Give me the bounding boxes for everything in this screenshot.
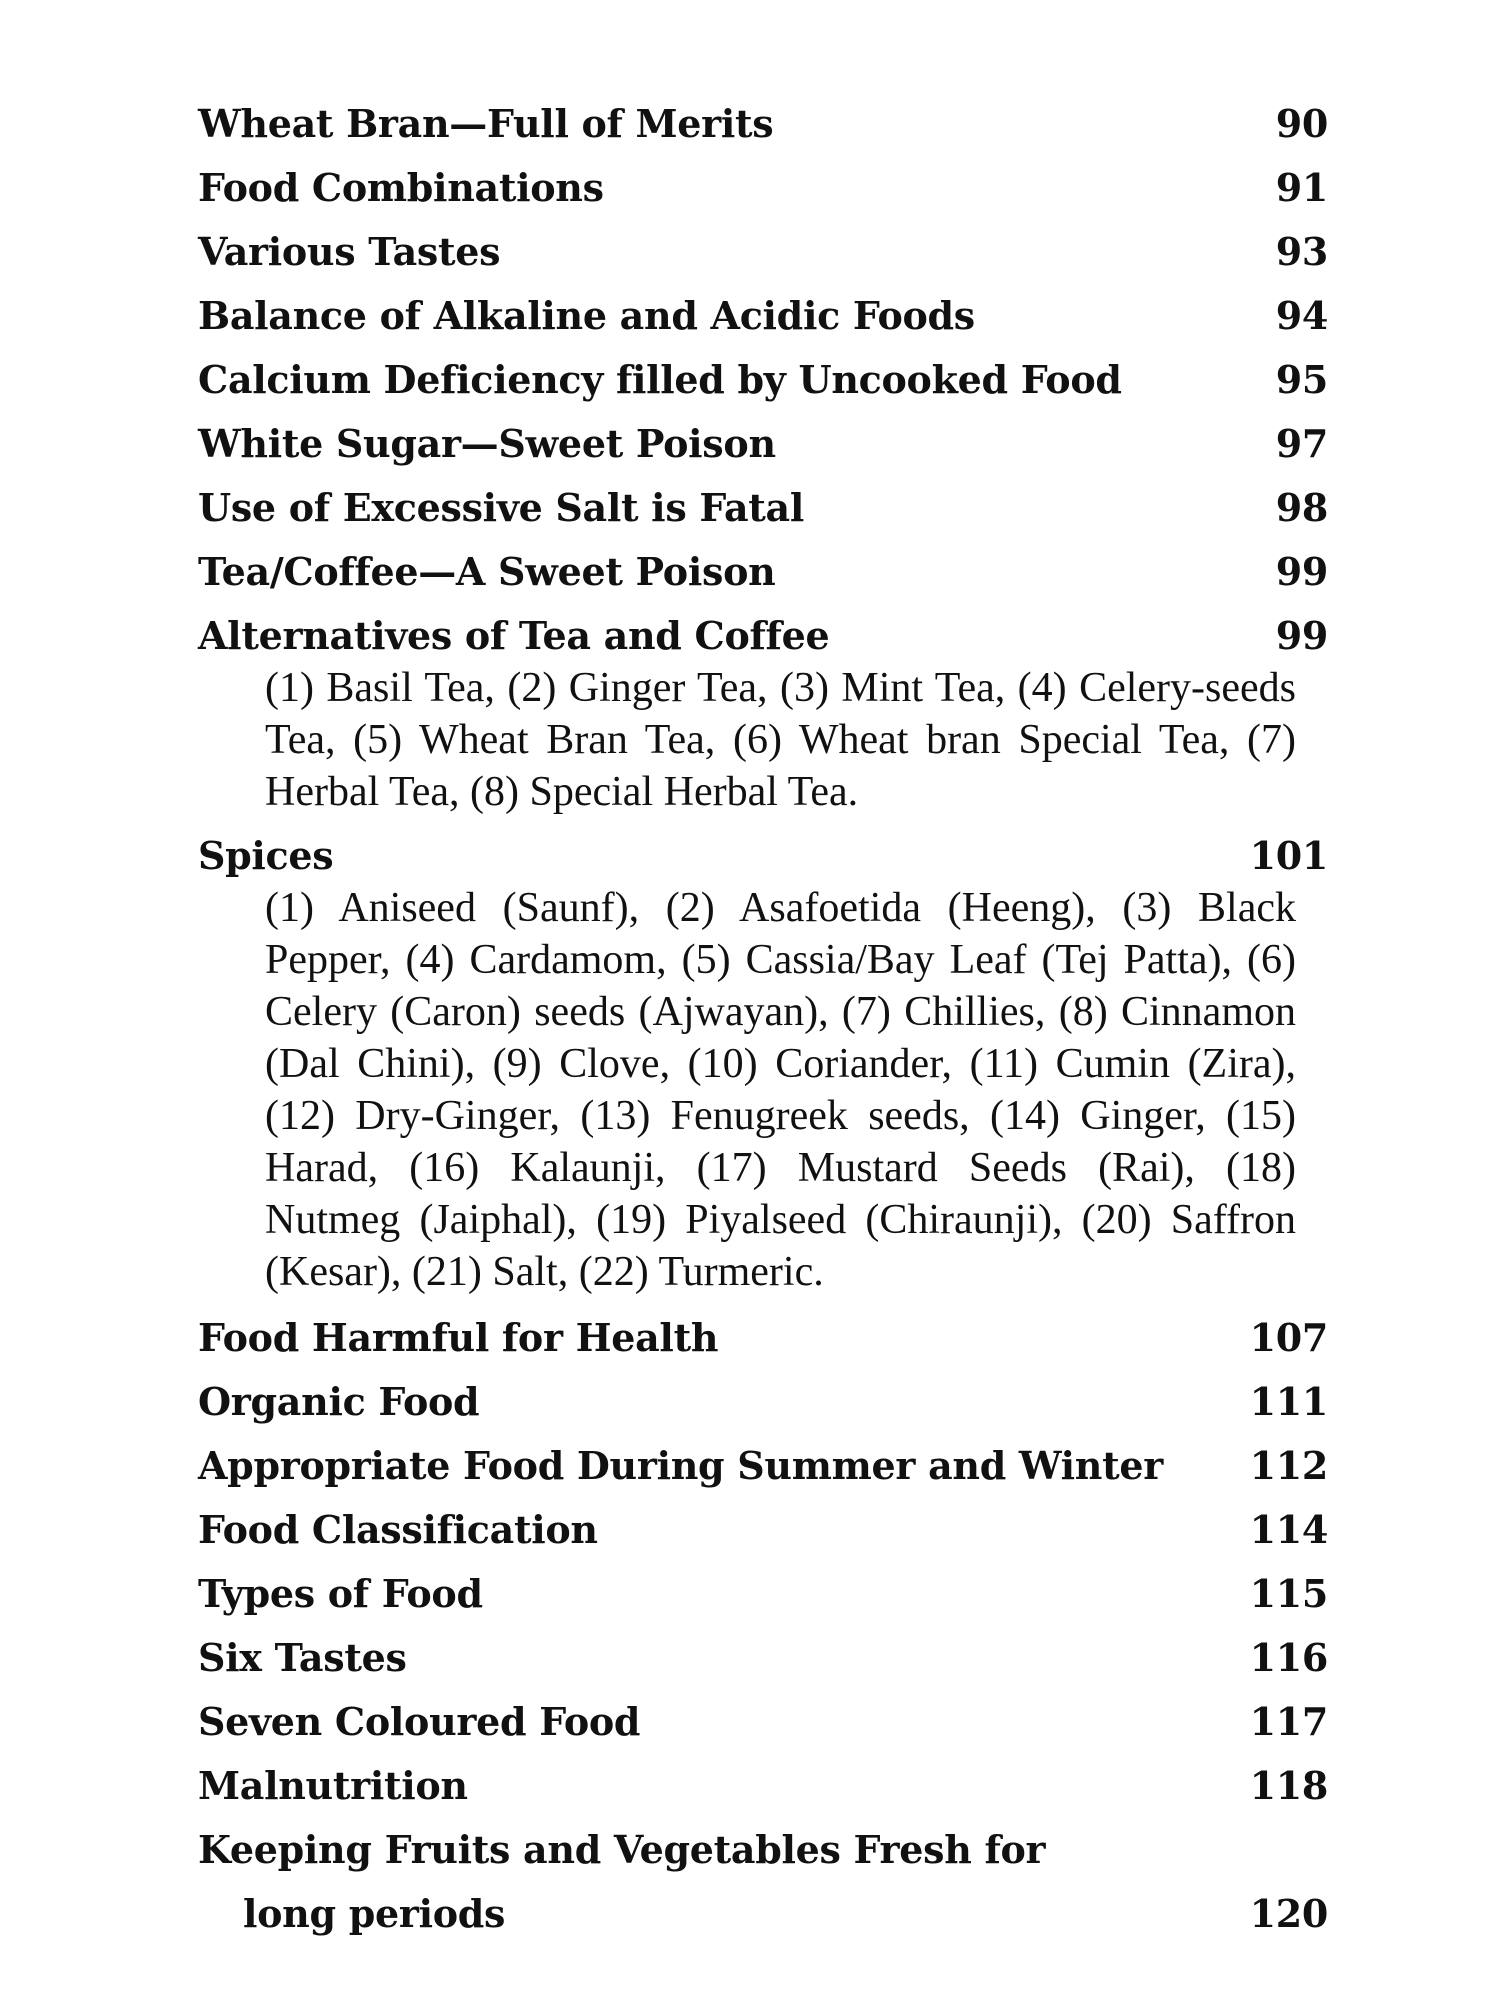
toc-entry-title: Food Classification <box>198 1507 598 1552</box>
toc-entry-page: 117 <box>1249 1699 1328 1744</box>
toc-entry <box>198 540 1328 604</box>
toc-entry <box>198 476 1328 540</box>
toc-entry-title: Six Tastes <box>198 1635 407 1680</box>
toc-entry-title: Appropriate Food During Summer and Winter <box>198 1443 1163 1488</box>
tea-alternatives-sublist: (1) Basil Tea, (2) Ginger Tea, (3) Mint Tea, (4) Celery-seeds Tea, (5) Wheat Bran Tea, (6) Wheat bran Special Tea, (7) Herbal Tea, (8) Special Herbal Tea. <box>265 665 1296 815</box>
toc-entry-title: Malnutrition <box>198 1763 468 1808</box>
toc-entry-page: 98 <box>1275 485 1328 530</box>
toc-entry-title: Spices <box>198 833 334 878</box>
toc-entry-title: Calcium Deficiency filled by Uncooked Food <box>198 357 1122 402</box>
toc-entry-title: Various Tastes <box>198 229 501 274</box>
toc-entry-page: 114 <box>1249 1507 1328 1552</box>
toc-entry-page: 116 <box>1249 1635 1328 1680</box>
toc-entry-page: 97 <box>1275 421 1328 466</box>
toc-entry-page: 95 <box>1275 357 1328 402</box>
toc-entry-spices <box>198 824 1328 888</box>
toc-entry-title: Tea/Coffee—A Sweet Poison <box>198 549 776 594</box>
toc-entry-page: 101 <box>1249 833 1328 878</box>
toc-entry-page: 115 <box>1249 1571 1328 1616</box>
table-of-contents <box>198 92 1328 1946</box>
toc-entry-page: 99 <box>1275 549 1328 594</box>
toc-entry-title: Wheat Bran—Full of Merits <box>198 101 774 146</box>
toc-entry <box>198 1306 1328 1370</box>
toc-entry <box>198 1690 1328 1754</box>
toc-entry <box>198 1754 1328 1818</box>
toc-entry <box>198 284 1328 348</box>
toc-entry-last-line1 <box>198 1818 1328 1882</box>
toc-entry-page: 111 <box>1249 1379 1328 1424</box>
toc-entry-page: 120 <box>1249 1891 1328 1936</box>
toc-entry-last-line2 <box>198 1882 1328 1946</box>
toc-entry <box>198 220 1328 284</box>
toc-entry <box>198 92 1328 156</box>
toc-entry-page: 118 <box>1249 1763 1328 1808</box>
toc-entry <box>198 1626 1328 1690</box>
toc-entry <box>198 1498 1328 1562</box>
toc-entry-page: 94 <box>1275 293 1328 338</box>
toc-entry-title: Types of Food <box>198 1571 483 1616</box>
toc-entry-title: Alternatives of Tea and Coffee <box>198 613 830 658</box>
toc-entry <box>198 604 1328 668</box>
toc-entry <box>198 348 1328 412</box>
toc-entry-page: 99 <box>1275 613 1328 658</box>
toc-entry-title: Food Combinations <box>198 165 604 210</box>
toc-entry-page: 93 <box>1275 229 1328 274</box>
spices-sublist: (1) Aniseed (Saunf), (2) Asafoetida (Heeng), (3) Black Pepper, (4) Cardamom, (5) Cassia/Bay Leaf (Tej Patta), (6) Celery (Caron) seeds (Ajwayan), (7) Chillies, (8) Cinnamon (Dal Chini), (9) Clove, (10) Coriander, (11) Cumin (Zira), (12) Dry-Ginger, (13) Fenugreek seeds, (14) Ginger, (15) Harad, (16) Kalaunji, (17) Mustard Seeds (Rai), (18) Nutmeg (Jaiphal), (19) Piyalseed (Chiraunji), (20) Saffron (Kesar), (21) Salt, (22) Turmeric. <box>265 885 1296 1295</box>
toc-entry-title-continued: long periods <box>243 1891 506 1936</box>
toc-entry-title: Food Harmful for Health <box>198 1315 719 1360</box>
toc-entry-title: Use of Excessive Salt is Fatal <box>198 485 804 530</box>
toc-entry <box>198 1370 1328 1434</box>
toc-entry <box>198 1562 1328 1626</box>
toc-entry-title: Balance of Alkaline and Acidic Foods <box>198 293 975 338</box>
toc-entry-page: 107 <box>1249 1315 1328 1360</box>
toc-entry-page: 91 <box>1275 165 1328 210</box>
toc-entry-title: White Sugar—Sweet Poison <box>198 421 776 466</box>
toc-entry-title: Keeping Fruits and Vegetables Fresh for <box>198 1827 1046 1872</box>
toc-entry <box>198 1434 1328 1498</box>
toc-entry-page: 112 <box>1249 1443 1328 1488</box>
toc-entry <box>198 412 1328 476</box>
toc-entry-page: 90 <box>1275 101 1328 146</box>
toc-entry-title: Seven Coloured Food <box>198 1699 641 1744</box>
toc-entry <box>198 156 1328 220</box>
toc-entry-title: Organic Food <box>198 1379 480 1424</box>
